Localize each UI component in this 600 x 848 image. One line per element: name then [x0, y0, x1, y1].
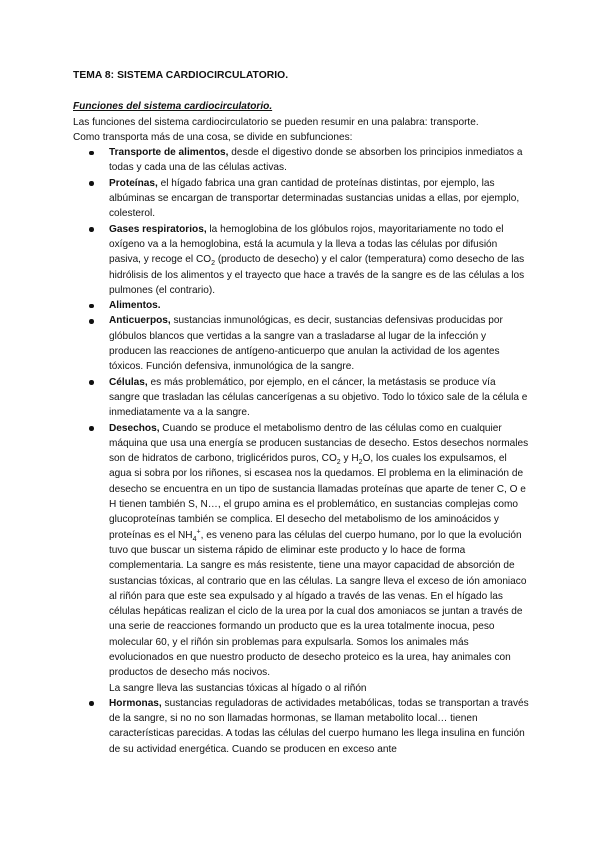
intro-line: Como transporta más de una cosa, se divide en subfunciones: [73, 131, 353, 143]
list-item-celulas [73, 375, 529, 421]
page-title: TEMA 8: SISTEMA CARDIOCIRCULATORIO. [73, 70, 289, 81]
functions-list [73, 145, 529, 757]
item-text: sustancias reguladoras de actividades metabólicas, todas se transportan a través de la sangre, si no no son llamadas hormonas, se llaman metabolito local… tienen características parecidas. A todas las células del cuerpo humano les llega insulina en función de su actividad energética. Cuando se producen en exceso ante [109, 697, 529, 755]
bullet-icon [89, 701, 94, 706]
list-item-hormonas [73, 696, 529, 757]
item-extra-line: La sangre lleva las sustancias tóxicas al hígado o al riñón [109, 682, 367, 694]
item-text: es más problemático, por ejemplo, en el cáncer, la metástasis se produce vía sangre que trasladan las células cancerígenas a su objetivo. Todo lo tóxico sale de la célula e inmediatamente va a la sangre. [109, 376, 528, 419]
subscript: 2 [211, 260, 216, 268]
list-item-transporte-alimentos [73, 145, 529, 176]
item-term: Desechos, [109, 422, 160, 434]
item-text: la hemoglobina de los glóbulos rojos, mayoritariamente no todo el oxígeno va a la hemoglobina, está la acumula y la lleva a todas las células por difusión pasiva, y recoge el CO [109, 223, 504, 266]
bullet-icon [89, 319, 94, 324]
superscript: + [196, 528, 201, 536]
item-term: Alimentos. [109, 300, 161, 312]
item-term: Anticuerpos, [109, 315, 171, 327]
item-text: el hígado fabrica una gran cantidad de proteínas distintas, por ejemplo, las albúminas se encargan de transportar determinadas sustancias unidas a ellas, por ejemplo, colesterol. [109, 177, 520, 220]
bullet-icon [89, 426, 94, 431]
subscript: 2 [336, 459, 341, 467]
item-term: Hormonas, [109, 697, 162, 709]
item-term: Células, [109, 376, 148, 388]
item-text: Cuando se produce el metabolismo dentro de las células como en cualquier máquina que usa una energía se producen sustancias de desecho. Estos desechos normales son de hidratos de carbono, triglicéridos puros, CO [109, 422, 529, 465]
bullet-icon [89, 181, 94, 186]
item-term: Proteínas, [109, 177, 158, 189]
subscript: 2 [358, 459, 363, 467]
bullet-icon [89, 304, 94, 309]
item-text: , es veneno para las células del cuerpo humano, por lo que la evolución tuvo que buscar un sistema rápido de eliminar este producto y lo hace de forma complementaria. La sangre es más resistente, tiene una mayor capacidad de absorción de sustancias tóxicas, al contrario que en las células. La sangre lleva el exceso de ión amoniaco al riñón para que este sea expulsado y al hígado a través de las venas. En el hígado las células hepáticas realizan el ciclo de la urea por la cual dos amoniacos se juntan a través de una serie de reacciones formando un producto que es la urea totalmente inocua, peso molecular 60, y el riñón sin problemas para expulsarla. Somos los animales más evolucionados en que nuestro producto de desecho proteico es la urea, hay animales con productos de desecho más nocivos. [109, 529, 527, 679]
section-subtitle: Funciones del sistema cardiocirculatorio. [73, 101, 273, 113]
bullet-icon [89, 151, 94, 156]
bullet-icon [89, 227, 94, 232]
intro-paragraph [73, 115, 529, 146]
item-term: Gases respiratorios, [109, 223, 207, 235]
item-text: sustancias inmunológicas, es decir, sustancias defensivas producidas por glóbulos blancos que vertidas a la sangre van a trasladarse al lugar de la infección y producen las reacciones de antígeno-anticuerpo que anulan la actividad de los agentes tóxicos. Función defensiva, inmunológica de la sangre. [109, 315, 503, 373]
intro-line: Las funciones del sistema cardiocirculatorio se pueden resumir en una palabra: transporte. [73, 116, 479, 128]
document-body [73, 68, 529, 757]
item-text: desde el digestivo donde se absorben los principios inmediatos a todas y cada una de las células activas. [109, 147, 523, 174]
bullet-icon [89, 380, 94, 385]
list-item-gases-respiratorios [73, 222, 529, 298]
item-text: (producto de desecho) y el calor (temperatura) como desecho de las hidrólisis de los alimentos y el trayecto que hace a través de la sangre es de las células a los pulmones (el contrario). [109, 254, 525, 296]
item-text: O, los cuales los expulsamos, el agua si sobra por los riñones, si escasea nos la quedamos. El problema en la eliminación de desecho se encuentra en un tipo de sustancia llamadas proteínas que aparte de tener C, O e H tienen también S, N…, el grupo amina es el problemático, en sustancias complejas como glucoproteínas también se complica. El desecho del metabolismo de los aminoácidos y proteínas es el NH [109, 453, 526, 541]
list-item-anticuerpos [73, 313, 529, 374]
item-term: Transporte de alimentos, [109, 147, 229, 159]
subscript: 4 [192, 535, 197, 543]
list-item-alimentos [73, 298, 529, 313]
list-item-desechos [73, 421, 529, 696]
item-text: y H [340, 453, 359, 465]
list-item-proteinas [73, 176, 529, 222]
